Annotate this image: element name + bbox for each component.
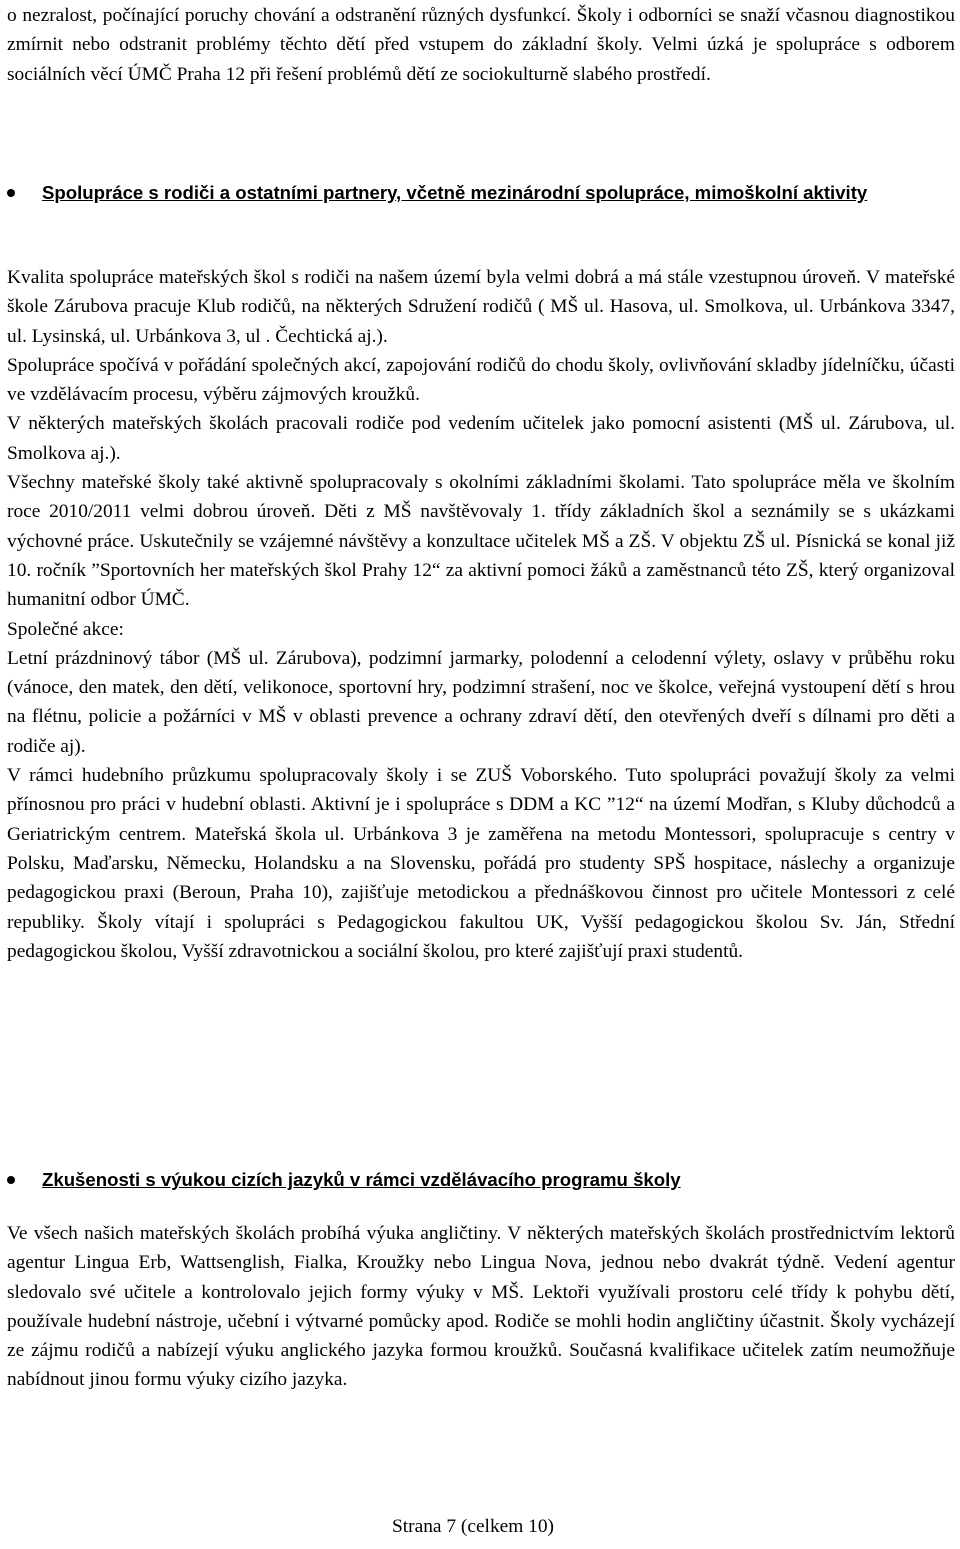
intro-paragraph: o nezralost, počínající poruchy chování a odstranění různých dysfunkcí. Školy i odborníci se snaží včasnou diagnostikou zmírnit nebo odstranit problémy těchto dětí před vstupem do základní školy. Velmi úzká je spolupráce s odborem sociálních věcí ÚMČ Praha 12 při řešení problémů dětí ze sociokulturně slabého prostředí. — [7, 5, 955, 85]
body-paragraph: Spolupráce spočívá v pořádání společných akcí, zapojování rodičů do chodu školy, ovlivňování skladby jídelníčku, účasti ve vzdělávacím procesu, výběru zájmových kroužků. — [7, 354, 955, 406]
bullet-icon — [7, 189, 15, 197]
section-languages-body — [7, 1219, 955, 1395]
body-paragraph: Kvalita spolupráce mateřských škol s rodiči na našem území byla velmi dobrá a má stále vzestupnou úroveň. V mateřské škole Zárubova pracuje Klub rodičů, na některých Sdružení rodičů ( MŠ ul. Hasova, ul. Smolkova, ul. Urbánkova 3347, ul. Lysinská, ul. Urbánkova 3, ul . Čechtická aj.). — [7, 267, 955, 347]
section-heading-languages: Zkušenosti s výukou cizích jazyků v rámci vzdělávacího programu školy — [42, 1169, 681, 1190]
body-paragraph: Letní prázdninový tábor (MŠ ul. Zárubova), podzimní jarmarky, polodenní a celodenní výlety, oslavy v průběhu roku (vánoce, den matek, den dětí, velikonoce, sportovní hry, podzimní strašení, noc ve školce, veřejná vystoupení dětí s hrou na flétnu, policie a požárníci v MŠ v oblasti prevence a ochrany zdraví dětí, den otevřených dveří s dílnami pro děti a rodiče aj). — [7, 647, 955, 757]
section-languages — [7, 1165, 955, 1195]
bullet-icon — [7, 1176, 15, 1184]
subheading-joint-events: Společné akce: — [7, 618, 124, 640]
body-paragraph: Všechny mateřské školy také aktivně spolupracovaly s okolními základními školami. Tato spolupráce měla ve školním roce 2010/2011 velmi dobrou úroveň. Děti z MŠ navštěvovaly 1. třídy základních škol a seznámily se s ukázkami výchovné práce. Uskutečnily se vzájemné návštěvy a konzultace učitelek MŠ a ZŠ. V objektu ZŠ ul. Písnická se konal již 10. ročník ˮSportovních her mateřských škol Prahy 12“ za aktivní pomoci žáků a zaměstnanců této ZŠ, který organizoval humanitní odbor ÚMČ. — [7, 472, 955, 611]
body-paragraph: Ve všech našich mateřských školách probíhá výuka angličtiny. V některých mateřských školách prostřednictvím lektorů agentur Lingua Erb, Wattsenglish, Fialka, Kroužky nebo Lingua Nova, jednou nebo dvakrát týdně. Vedení agentur sledovalo své učitele a kontrolovalo jejich formy výuky v MŠ. Lektoři využívali prostoru celé třídy k pohybu dětí, používale hudební nástroje, učební i výtvarné pomůcky apod. Rodiče se mohli hodin angličtiny účastnit. Školy vycházejí ze zájmu rodičů a nabízejí výuku anglického jazyka formou kroužků. Současná kvalifikace učitelek zatím neumožňuje nabídnout jinou formu výuky cizího jazyka. — [7, 1223, 955, 1391]
body-paragraph: V některých mateřských školách pracovali rodiče pod vedením učitelek jako pomocní asistenti (MŠ ul. Zárubova, ul. Smolkova aj.). — [7, 413, 955, 464]
section-partnerships-body — [7, 263, 955, 966]
section-heading-partnerships: Spolupráce s rodiči a ostatními partnery, včetně mezinárodní spolupráce, mimoškolní aktivity — [42, 182, 868, 203]
body-paragraph: V rámci hudebního průzkumu spolupracovaly školy i se ZUŠ Voborského. Tuto spolupráci považují školy za velmi přínosnou pro práci v hudební oblasti. Aktivní je i spolupráce s DDM a KC ˮ12“ na území Modřan, s Kluby důchodců a Geriatrickým centrem. Mateřská škola ul. Urbánkova 3 je zaměřena na metodu Montessori, spolupracuje s centry v Polsku, Maďarsku, Německu, Holandsku a na Slovensku, pořádá pro studenty SPŠ hospitace, náslechy a organizuje pedagogickou praxi (Beroun, Praha 10), zajišťuje metodickou a přednáškovou činnost pro učitele Montessori z celé republiky. Školy vítají i spolupráci s Pedagogickou fakultou UK, Vyšší pedagogickou školou Sv. Ján, Střední pedagogickou školou, Vyšší zdravotnickou a sociální školou, pro které zajišťují praxi studentů. — [7, 765, 955, 962]
page-number-footer: Strana 7 (celkem 10) — [391, 1516, 555, 1537]
section-partnerships — [7, 178, 955, 208]
